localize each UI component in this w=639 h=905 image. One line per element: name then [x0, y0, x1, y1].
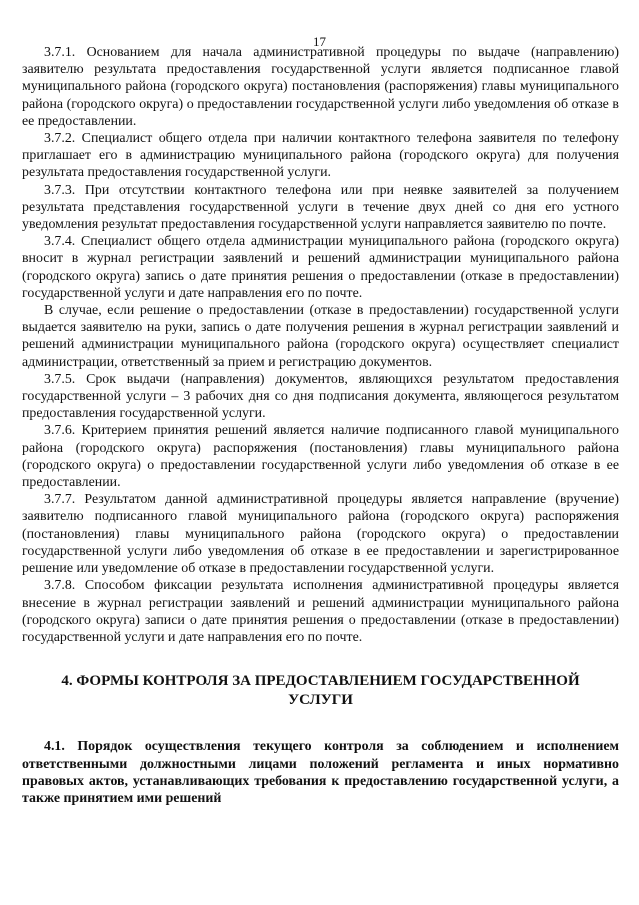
paragraph-3-7-1: 3.7.1. Основанием для начала административной процедуры по выдаче (направлению) заявителю результата предоставления государственной услуги является подписанное главой муниципального района (городского округа) постановления (распоряжения) главы муниципального района (городского округа) о предоставлении государственной услуги либо уведомления об отказе в ее предоставлении.: [22, 45, 619, 129]
paragraph-3-7-7: 3.7.7. Результатом данной административной процедуры является направление (вручение) заявителю подписанного главой муниципального района (городского округа) распоряжения (постановления) главы муниципального района (городского округа) о предоставлении государственной услуги либо уведомления об отказе в ее предоставлении и зарегистрированное решение или уведомление об отказе в предоставлении государственной услуги.: [22, 492, 619, 577]
paragraph-3-7-3: 3.7.3. При отсутствии контактного телефона или при неявке заявителей за получением результата представления государственной услуги в течение двух дней со дня его устного уведомления результат предоставления государственной услуги направляется заявителю по почте.: [22, 182, 619, 233]
paragraph-3-7-2: 3.7.2. Специалист общего отдела при наличии контактного телефона заявителя по телефону приглашает его в администрацию муниципального района (городского округа) для получения результата предоставления государственной услуги.: [22, 131, 619, 181]
paragraph-in-case: В случае, если решение о предоставлении (отказе в предоставлении) государственной услуги выдается заявителю на руки, запись о дате получения решения в журнал регистрации заявлений и решений администрации муниципального района (городского округа) осуществляет специалист администрации, ответственный за прием и регистрацию документов.: [22, 303, 619, 370]
subsection-title: 4.1. Порядок осуществления текущего контроля за соблюдением и исполнением ответственными должностными лицами положений регламента и иных нормативно правовых актов, устанавливающих требования к предоставлению государственной услуги, а также принятием ими решений: [22, 739, 619, 807]
page-number: 17: [313, 34, 326, 49]
paragraph-3-7-4: 3.7.4. Специалист общего отдела администрации муниципального района (городского округа) вносит в журнал регистрации заявлений и решений администрации муниципального района (городского округа) запись о дате принятия решения о предоставлении (отказе в предоставлении) государственной услуги и дате направления его по почте.: [22, 234, 619, 301]
section-title: 4. ФОРМЫ КОНТРОЛЯ ЗА ПРЕДОСТАВЛЕНИЕМ ГОСУДАРСТВЕННОЙ УСЛУГИ: [61, 673, 580, 709]
paragraph-3-7-6: 3.7.6. Критерием принятия решений является наличие подписанного главой муниципального района (городского округа) распоряжения (постановления) главы муниципального района (городского округа) о предоставлении государственной услуги либо уведомления об отказе в ее предоставлении.: [22, 423, 619, 491]
paragraph-3-7-5: 3.7.5. Срок выдачи (направления) документов, являющихся результатом предоставления государственной услуги – 3 рабочих дня со дня подписания документа, являющегося результатом предоставления государственной услуги.: [22, 371, 619, 422]
paragraph-3-7-8: 3.7.8. Способом фиксации результата исполнения административной процедуры является внесение в журнал регистрации заявлений и решений администрации муниципального района (городского округа) записи о дате принятия решения о предоставлении (отказе в предоставлении) государственной услуги и дате направления его по почте.: [22, 578, 619, 645]
document-body: [22, 44, 619, 808]
